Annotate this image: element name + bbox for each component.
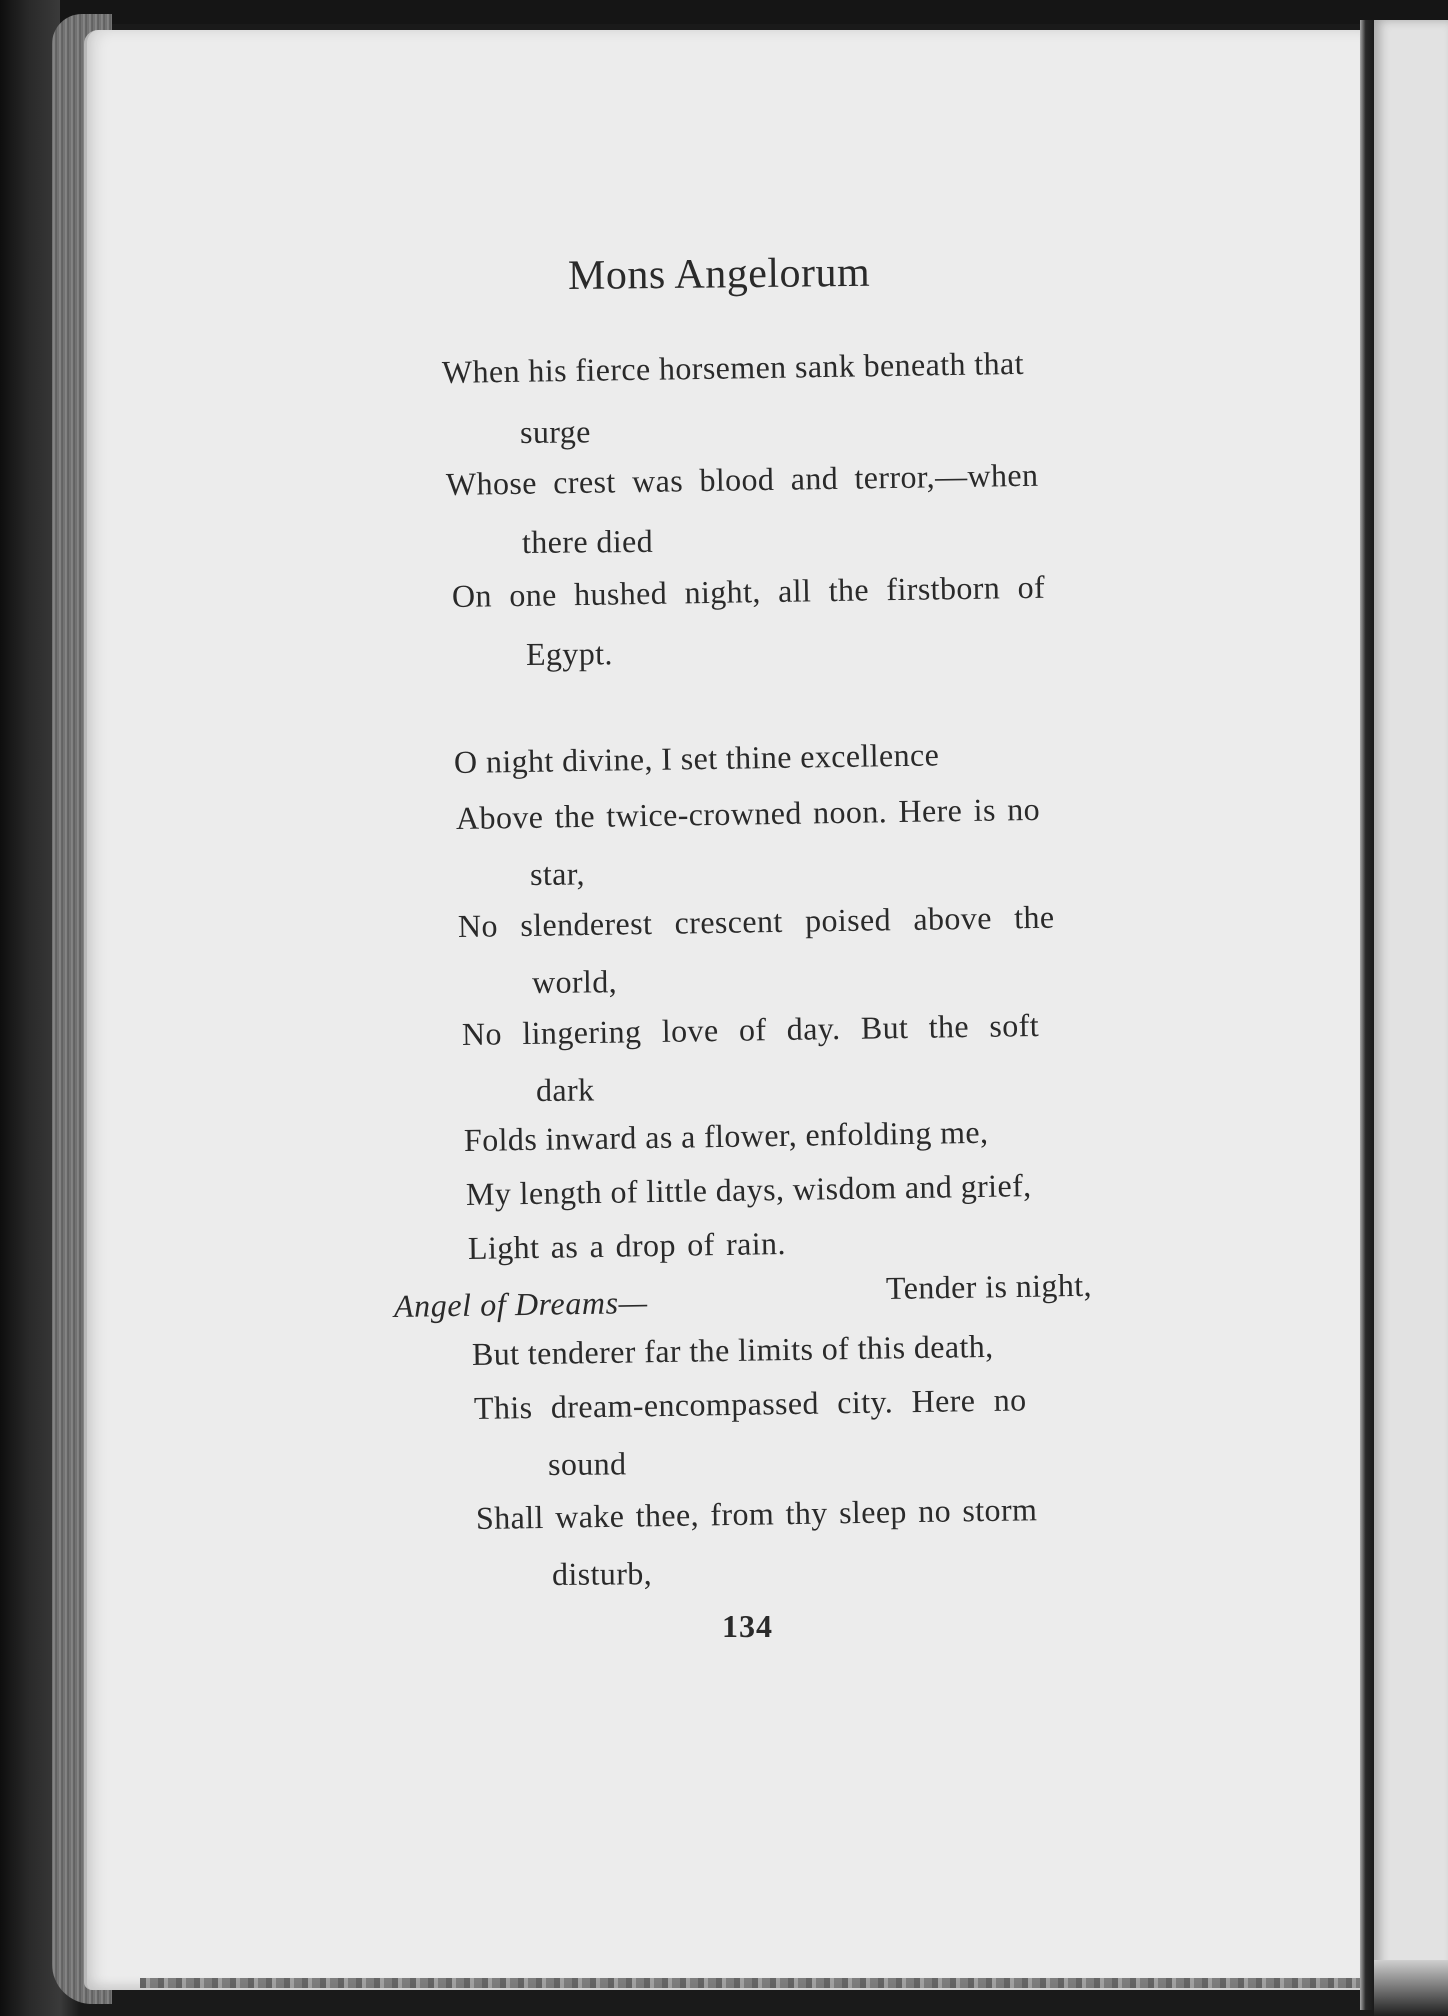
poem-line: Tender is night,	[885, 1266, 1093, 1306]
poem-line: No lingering love of day. But the soft	[461, 1006, 1040, 1052]
poem-line-text: When his fierce horsemen sank beneath that	[441, 344, 1025, 390]
poem-line: No slenderest crescent poised above the	[457, 898, 1055, 944]
book-page	[84, 30, 1367, 1990]
book-gutter	[1360, 20, 1374, 2010]
poem-line-continuation: sound	[547, 1445, 627, 1482]
poem-line-continuation: Egypt.	[525, 635, 613, 672]
poem-line-continuation: disturb,	[551, 1555, 653, 1592]
poem-line: This dream-encompassed city. Here no	[473, 1381, 1027, 1426]
poem-line: Whose crest was blood and terror,—when	[445, 456, 1039, 502]
page-bottom-edge	[140, 1978, 1370, 1988]
poem-line-continuation: surge	[519, 413, 591, 450]
scan-top-border	[60, 0, 1448, 24]
poem-line-continuation: there died	[521, 522, 654, 560]
facing-page-bottom	[1374, 1960, 1448, 2016]
poem-line: Above the twice-crowned noon. Here is no	[455, 790, 1041, 836]
poem-line-continuation: dark	[535, 1071, 595, 1108]
poem-line-continuation: world,	[531, 963, 618, 1000]
poem-line: Light as a drop of rain.	[467, 1225, 787, 1266]
poem-line: Folds inward as a flower, enfolding me,	[463, 1113, 989, 1158]
facing-page-sliver	[1374, 20, 1448, 2016]
speaker-label: Angel of Dreams—	[393, 1284, 648, 1324]
poem-line: Shall wake thee, from thy sleep no storm	[475, 1491, 1038, 1536]
poem-line: But tenderer far the limits of this death,	[471, 1327, 994, 1372]
poem-line-continuation: star,	[529, 855, 586, 892]
poem-line: On one hushed night, all the firstborn of	[451, 568, 1046, 614]
page-number: 134	[722, 1608, 773, 1644]
poem-title: Mons Angelorum	[567, 249, 871, 299]
poem-line: My length of little days, wisdom and grief,	[465, 1167, 1032, 1212]
poem-line: O night divine, I set thine excellence	[453, 736, 940, 780]
